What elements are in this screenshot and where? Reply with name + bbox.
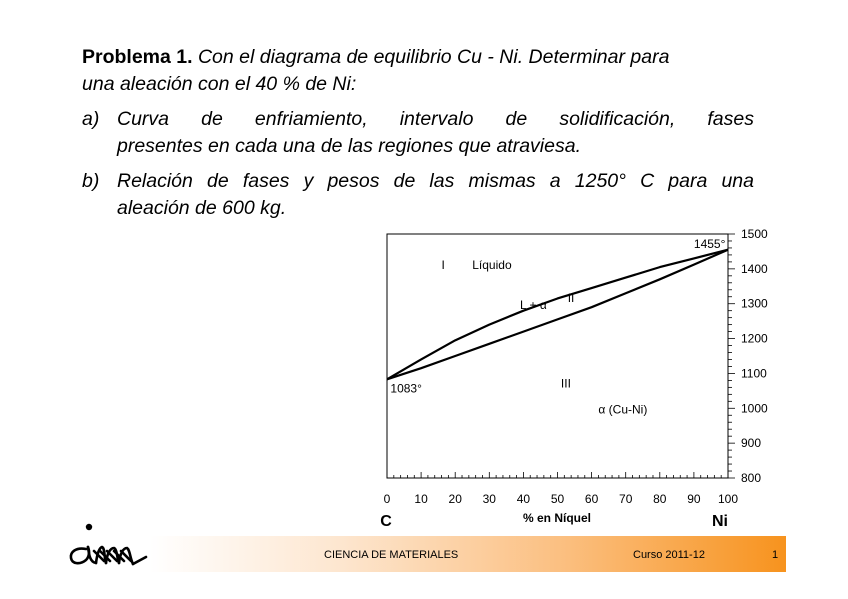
region-label: III bbox=[560, 376, 571, 391]
question-a-line1: Curva de enfriamiento, intervalo de solidificación, fases bbox=[117, 108, 754, 130]
x-tick-label: 70 bbox=[619, 492, 633, 506]
y-tick-label: 1200 bbox=[741, 331, 768, 346]
x-tick-label: 60 bbox=[584, 492, 599, 506]
x-tick-label: 10 bbox=[414, 492, 428, 506]
region-label: I bbox=[441, 257, 445, 272]
question-a-line2: presentes en cada una de las regiones que atraviesa. bbox=[117, 135, 581, 157]
x-tick-label: 90 bbox=[687, 492, 701, 506]
plot-frame bbox=[387, 234, 728, 478]
question-b-label: b) bbox=[82, 170, 100, 192]
y-tick-label: 900 bbox=[741, 436, 762, 451]
region-label: Líquido bbox=[472, 257, 512, 272]
x-tick-label: 30 bbox=[482, 492, 496, 506]
problem-number: Problema 1. bbox=[82, 46, 193, 68]
problem-intro-line2: una aleación con el 40 % de Ni: bbox=[82, 73, 357, 95]
region-label: L + α bbox=[519, 297, 547, 312]
footer-course-year: Curso 2011-12 bbox=[633, 549, 705, 561]
footer-course-name: CIENCIA DE MATERIALES bbox=[324, 549, 459, 561]
x-axis-label: % en Níquel bbox=[522, 511, 592, 525]
x-tick-label: 50 bbox=[550, 492, 565, 506]
region-label: 1083° bbox=[390, 381, 422, 396]
x-tick-label: 20 bbox=[448, 492, 462, 506]
x-tick-label: 40 bbox=[516, 492, 531, 506]
footer-page-number: 1 bbox=[772, 549, 779, 561]
region-label: II bbox=[567, 290, 575, 305]
x-axis-right-end-label: Ni bbox=[712, 513, 728, 530]
region-label: α (Cu-Ni) bbox=[598, 402, 648, 417]
question-b-line2: aleación de 600 kg. bbox=[117, 197, 287, 219]
problem-intro: Con el diagrama de equilibrio Cu - Ni. Determinar para bbox=[192, 46, 670, 68]
x-tick-label: 100 bbox=[717, 492, 739, 506]
solidus-line bbox=[387, 250, 728, 380]
x-tick-label: 80 bbox=[653, 492, 667, 506]
region-label: 1455° bbox=[693, 236, 726, 251]
y-tick-label: 800 bbox=[741, 471, 762, 485]
x-tick-label: 0 bbox=[383, 492, 391, 506]
y-tick-label: 1000 bbox=[741, 401, 768, 416]
question-a-label: a) bbox=[82, 108, 100, 130]
dm-logo bbox=[64, 521, 154, 569]
x-axis-left-end-label: C bbox=[380, 513, 392, 530]
liquidus-line bbox=[387, 250, 728, 380]
y-tick-label: 1100 bbox=[741, 366, 767, 381]
y-tick-label: 1500 bbox=[741, 227, 768, 241]
phase-curves bbox=[387, 250, 728, 380]
y-tick-label: 1400 bbox=[741, 261, 768, 276]
question-b-line1: Relación de fases y pesos de las mismas a 1250° C para una bbox=[117, 170, 754, 192]
y-tick-label: 1300 bbox=[741, 296, 768, 311]
